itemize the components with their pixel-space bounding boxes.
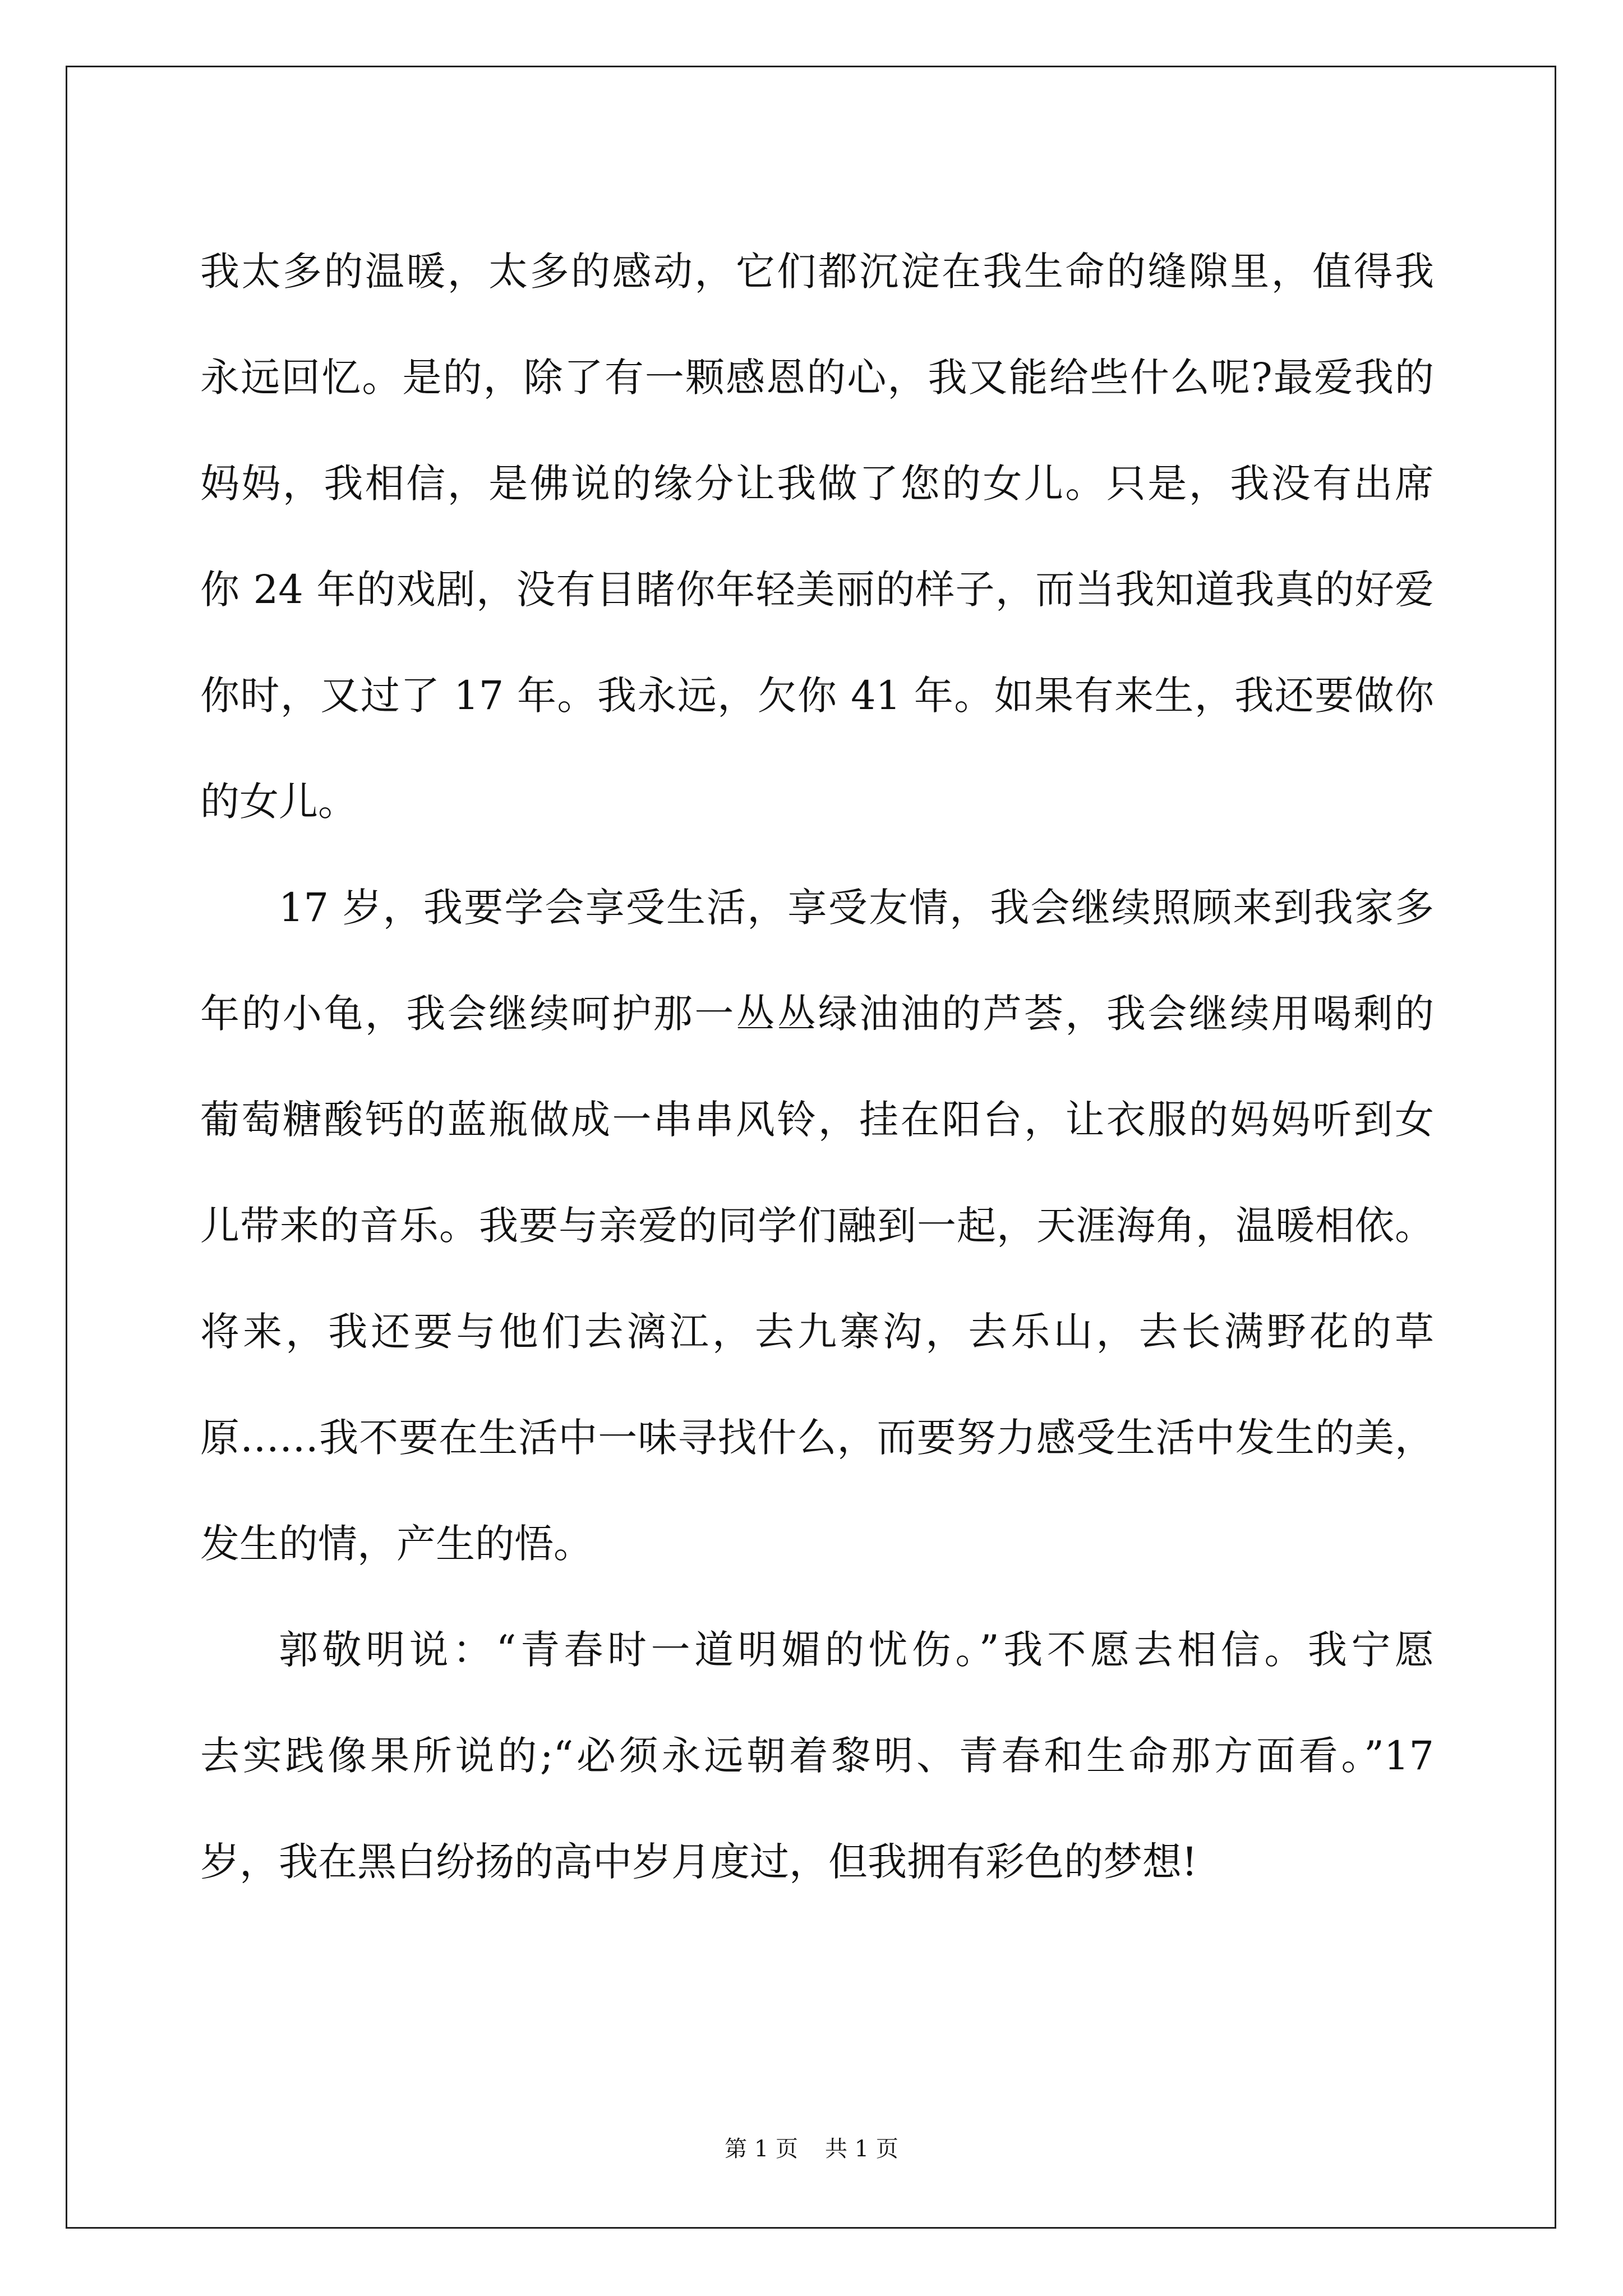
- paragraph-line: 你 24 年的戏剧，没有目睹你年轻美丽的样子，而当我知道我真的好爱: [200, 567, 1434, 613]
- page-total: 共 1 页: [825, 2136, 898, 2162]
- page-number: 第 1 页: [725, 2136, 798, 2162]
- paragraph-line: 17 岁，我要学会享受生活，享受友情，我会继续照顾来到我家多: [279, 885, 1434, 931]
- paragraph-2: [200, 855, 1434, 1597]
- paragraph-line: 原……我不要在生活中一味寻找什么，而要努力感受生活中发生的美，: [200, 1415, 1434, 1461]
- paragraph-line: 儿带来的音乐。我要与亲爱的同学们融到一起，天涯海角，温暖相依。: [200, 1203, 1434, 1249]
- paragraph-line: 的女儿。: [200, 779, 357, 825]
- paragraph-line: 你时，又过了 17 年。我永远，欠你 41 年。如果有来生，我还要做你: [200, 673, 1434, 719]
- paragraph-line: 我太多的温暖，太多的感动，它们都沉淀在我生命的缝隙里，值得我: [200, 249, 1434, 295]
- paragraph-line: 郭敬明说：“青春时一道明媚的忧伤。”我不愿去相信。我宁愿: [279, 1627, 1434, 1673]
- paragraph-line: 葡萄糖酸钙的蓝瓶做成一串串风铃，挂在阳台，让衣服的妈妈听到女: [200, 1097, 1434, 1143]
- paragraph-3: [200, 1597, 1434, 1915]
- page-footer: [0, 2133, 1623, 2165]
- document-body: [200, 219, 1434, 1915]
- paragraph-line: 岁，我在黑白纷扬的高中岁月度过，但我拥有彩色的梦想!: [200, 1839, 1198, 1885]
- paragraph-1: [200, 219, 1434, 855]
- paragraph-line: 妈妈，我相信，是佛说的缘分让我做了您的女儿。只是，我没有出席: [200, 461, 1434, 507]
- paragraph-line: 永远回忆。是的，除了有一颗感恩的心，我又能给些什么呢?最爱我的: [200, 355, 1434, 401]
- paragraph-line: 年的小龟，我会继续呵护那一丛丛绿油油的芦荟，我会继续用喝剩的: [200, 991, 1434, 1037]
- paragraph-line: 将来，我还要与他们去漓江，去九寨沟，去乐山，去长满野花的草: [200, 1309, 1434, 1355]
- paragraph-line: 发生的情，产生的悟。: [200, 1521, 593, 1567]
- paragraph-line: 去实践像果所说的;“必须永远朝着黎明、青春和生命那方面看。”17: [200, 1733, 1434, 1779]
